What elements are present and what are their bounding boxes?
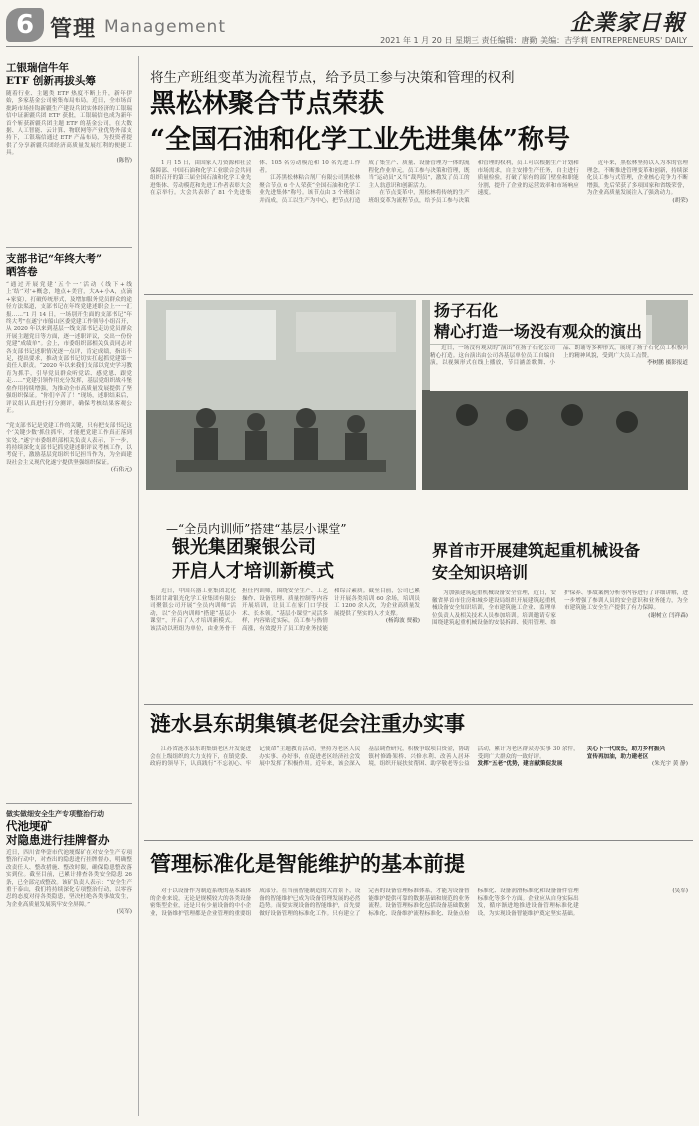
paragraph: 江苏黑松林粘合剂厂有限公司黑松林聚合节点 6 个人荣获“全国石油和化学工业先进集体”称号。该节点由 3 个班组合并而成，员工以生产为中心，把节点打造成了集生产、质量、设备管理为一体的流程化作业单元。员工参与决策和管理，既当“运动员”又当“裁判员”，激发了员工的主人翁意识和创新活力。 — [259, 160, 470, 204]
article-signature: (陈智) — [116, 157, 132, 164]
crane-body — [432, 590, 688, 700]
article-signature: (杨海波 贾毅) — [385, 618, 420, 625]
paragraph: 为加强建筑起重机械设备安全管理，近日，安徽省界首市住房和城乡建设局组织开展建筑起重机械设备安全知识培训，全市建筑施工企业、监理单位负责人及相关技术人员参加培训。培训邀请专家围绕建筑起重机械设备的安装拆卸、使用管理、维护保养、事故案例分析等内容进行了详细讲解，进一步增强了参训人员的安全意识和业务能力，为全市建筑施工安全生产提供了有力保障。 — [432, 590, 688, 627]
paragraph: 近日，中国兵器工业集团北化集团甘肃银光化学工业集团有限公司聚银公司开展“全员内训师”活动，以“全员内训师”搭建“基层小课堂”，开启了人才培训新模式。该活动以班组为单位，由业务骨干担任内训师，围绕安全生产、工艺操作、设备管理、质量控制等内容开展培训，让员工在家门口学技术、长本领。“基层小课堂”灵活多样，内容贴近实际，员工参与热情高涨，有效提升了员工的业务技能和综合素质。截至目前，公司已累计开展各类培训 60 余场，培训员工 1200 余人次，为企业高质量发展提供了坚实的人才支撑。 — [150, 588, 420, 632]
article-signature: (胡荣) — [672, 197, 688, 204]
training-body — [150, 588, 420, 700]
training-title: 银光集团聚银公司 开启人才培训新模式 — [172, 537, 334, 582]
column-divider — [138, 56, 139, 1116]
training-subtitle: —“全员内训师”搭建“基层小课堂” — [166, 522, 347, 536]
lianshui-title: 涟水县东胡集镇老促会注重办实事 — [150, 711, 465, 736]
masthead-rule — [6, 46, 693, 47]
opera-title: 扬子石化 精心打造一场没有观众的演出 — [430, 298, 646, 344]
paragraph: 近年来，黑松林坚持以人为本的管理理念，不断推进管理变革和创新，持续深化员工参与式管理，企业核心竞争力不断增强，先后荣获了多项国家和省级荣誉，为企业高质量发展注入了强劲动力。 — [586, 160, 688, 197]
article-body: 近日，四川省华蓥市代池埂煤矿在对安全生产专项整治行动中，对查出的隐患进行挂牌督办，明确整改责任人、整改措施、整改时限，确保隐患整改落实到位。截至目前，已累计排查各类安全隐患 26 条，已全部完成整改。该矿负责人表示：“安全生产重于泰山，我们将持续深化专项整治行动，以零容忍的态度对待各类隐患，坚决杜绝各类事故发生，为企业高质量发展筑牢安全屏障。” — [6, 850, 132, 908]
article-title: 代池埂矿 对隐患进行挂牌督办 — [6, 819, 110, 847]
crane-title: 界首市开展建筑起重机械设备 安全知识培训 — [432, 541, 641, 582]
article-etf — [6, 62, 132, 242]
article-title: 支部书记“年终大考” 晒答卷 — [6, 253, 103, 278]
paragraph: 1 月 15 日，由国家人力资源和社会保障部、中国石油和化学工业联合会共同组织召开的第三届全国石油和化学工业先进集体、劳动模范和先进工作者表彰大会在京举行。大会共表彰了 81 个先进集体、105 名劳动模范和 10 名先进工作者。 — [150, 160, 361, 197]
divider — [144, 840, 693, 841]
article-signature: (谢树立 闫祥森) — [648, 612, 688, 619]
feature-title-line1: 黑松林聚合节点荣获 — [150, 89, 385, 119]
classroom-illustration — [146, 300, 416, 490]
divider — [6, 803, 132, 804]
article-title: 工银瑞信牛年 ETF 创新再拔头筹 — [6, 62, 96, 87]
section-title-en: Management — [104, 17, 226, 37]
section-heading: 关心下一代成长，助力乡村振兴 — [586, 746, 666, 752]
photo-credit: 李树鹏 摄影报道 — [647, 360, 688, 367]
feature-body — [150, 160, 688, 288]
divider — [144, 704, 693, 705]
issue-line: 2021 年 1 月 20 日 星期三 责任编辑：唐勤 美编：吉学莉 ENTREPRENEURS' DAILY — [380, 36, 687, 45]
section-title: 管理 — [50, 16, 97, 42]
opera-body — [430, 345, 688, 391]
feature-kicker: 将生产班组变革为流程节点，给予员工参与决策和管理的权利 — [150, 70, 515, 86]
divider — [144, 294, 693, 295]
page-number: 6 — [6, 8, 44, 42]
article-signature: (吴军) — [672, 888, 688, 894]
article-body: 随着行业、主题类 ETF 热度不断上升，新年伊始，多家基金公司密集布局布局。近日，全市场首批跨市场挂钩新疆生产建设兵团实体经济的工银瑞信中证新疆兵团 ETF 获批，工银瑞信也成为新年首个斩获新疆兵团主题 ETF 的基金公司，在大数据、人工智能、云计算、物联网等产业优势外部支持下，工银瑞信通过 ETF 产品布局，为投资者提供了分享新疆兵团经济高质量发展红利的便捷工具。 — [6, 91, 132, 157]
article-kicker: 做实做细安全生产专项整治行动 — [6, 809, 104, 818]
article-signature: (石佑元) — [110, 467, 132, 474]
divider — [6, 247, 132, 248]
paragraph: 在节点变革中，黑松林将传统的生产班组变革为流程节点，给予员工参与决策和管理的权利，员工可以根据生产计划和市场需求，自主安排生产任务，自主进行质量检验，打破了原有的部门壁垒和职能分割，提升了企业的运营效率和市场响应速度。 — [368, 160, 579, 204]
training-photo — [146, 300, 416, 490]
smart-body — [150, 888, 688, 1116]
article-signature: (朱光宇 黄 静) — [652, 761, 688, 768]
paragraph: 对于以设备作为制造系统的基本载体的企业来说，无论是规模较大的各类设备密集型企业，还是只有少量设备的中小企业，设备维护管理都是企业管理的重要组成部分。在当前智能制造的大背景下，设备的智能维护已成为设备管理发展的必然趋势。而要实现设备的智能维护，首先要做好设备管理的标准化工作。只有建立了完善的设备管理标准体系，才能为设备智能维护提供可靠的数据基础和规范的业务流程。设备管理标准化包括设备基础数据标准化、设备维护流程标准化、设备点检标准化、设备润滑标准化和设备备件管理标准化等多个方面。企业应从自身实际出发，循序渐进地推进设备管理标准化建设，为实现设备智能维护奠定坚实基础。 — [150, 888, 579, 917]
article-hidden-danger — [6, 809, 132, 1099]
feature-title-line2: “全国石油和化学工业先进集体”称号 — [150, 125, 570, 155]
lianshui-body — [150, 746, 688, 832]
section-heading: 发挥“五老”优势，建言献策促发展 — [477, 761, 563, 768]
article-body: “通过开展党建‘五个一’活动（线下+线上‘结’‘对’+概念，地点+美宫，大A+小A，点滴+家宴），打破传统形式，及增加服务党员群众的途径方法渠道，支部书记在年终党建述职会上一一汇报……”1 月 14 日，一场别开生面的支部书记“年终大考”在遂宁市船山区委党建工作领导小组召开，从 2020 年以来到基层一线支部书记走访党员群众开展主题党日等方面，逐一述职评议，交出一份份党建“成绩单”。会上，市委组织部相关负责同志对各支部书记述职情况逐一点评，肯定成绩，指出不足，提出要求，推动支部书记切实扛起抓党建第一责任人职责。“2020 年以来我们支部以党史学习教育为抓手，引导党员群众听党话、感党恩、跟党走……”党建引领作用充分发挥，基层党组织战斗堡垒作用持续增强，为推动全市高质量发展提供了坚强组织保证。“你们辛苦了！”现场，述职结束后，评议组认真进行打分测评，确保考核结果客观公正。 “党支部书记是党建工作的关键，只有把支部书记这个‘关键少数’抓住抓牢，才能把党建工作真正落到实处。”遂宁市委组织部相关负责人表示，下一步，将持续深化支部书记抓党建述职评议考核工作，以考促干，激励基层党组织书记担当作为，为全面建设社会主义现代化遂宁提供坚强组织保证。 — [6, 282, 132, 466]
masthead — [0, 0, 699, 48]
feature-headline — [150, 86, 570, 158]
article-party-secretary — [6, 253, 132, 798]
paragraph: 近日，一场没有观众的“演出”在扬子石化公司精心打造。这台演出由公司各基层单位员工自编自演，以视频形式在线上播放，节目涵盖歌舞、小品、朗诵等多种形式，展现了扬子石化员工积极向上的精神风貌，受到广大员工点赞。 — [430, 345, 688, 367]
left-column — [6, 62, 132, 1099]
section-heading: 宣传再加油，助力建老区 — [586, 753, 649, 760]
article-signature: (吴军) — [116, 909, 132, 916]
newspaper-logo: 企業家日報 — [569, 10, 685, 36]
paragraph: 江苏省涟水县东胡集镇老区开发促进会在上级组织的大力支持下，在镇党委、政府的领导下，认真践行“不忘初心、牢记使命”主题教育活动，坚持为老区人民办实事、办好事，在促进老区经济社会发展中发挥了积极作用。近年来，该会深入基层调查研究，积极争取项目资金，协助镇村修路架桥、兴修水利、改善人居环境，组织开展扶贫帮困、助学敬老等公益活动，累计为老区群众办实事 30 余件，受到广大群众的一致好评。 — [150, 746, 579, 768]
smart-title: 管理标准化是智能维护的基本前提 — [150, 851, 465, 876]
